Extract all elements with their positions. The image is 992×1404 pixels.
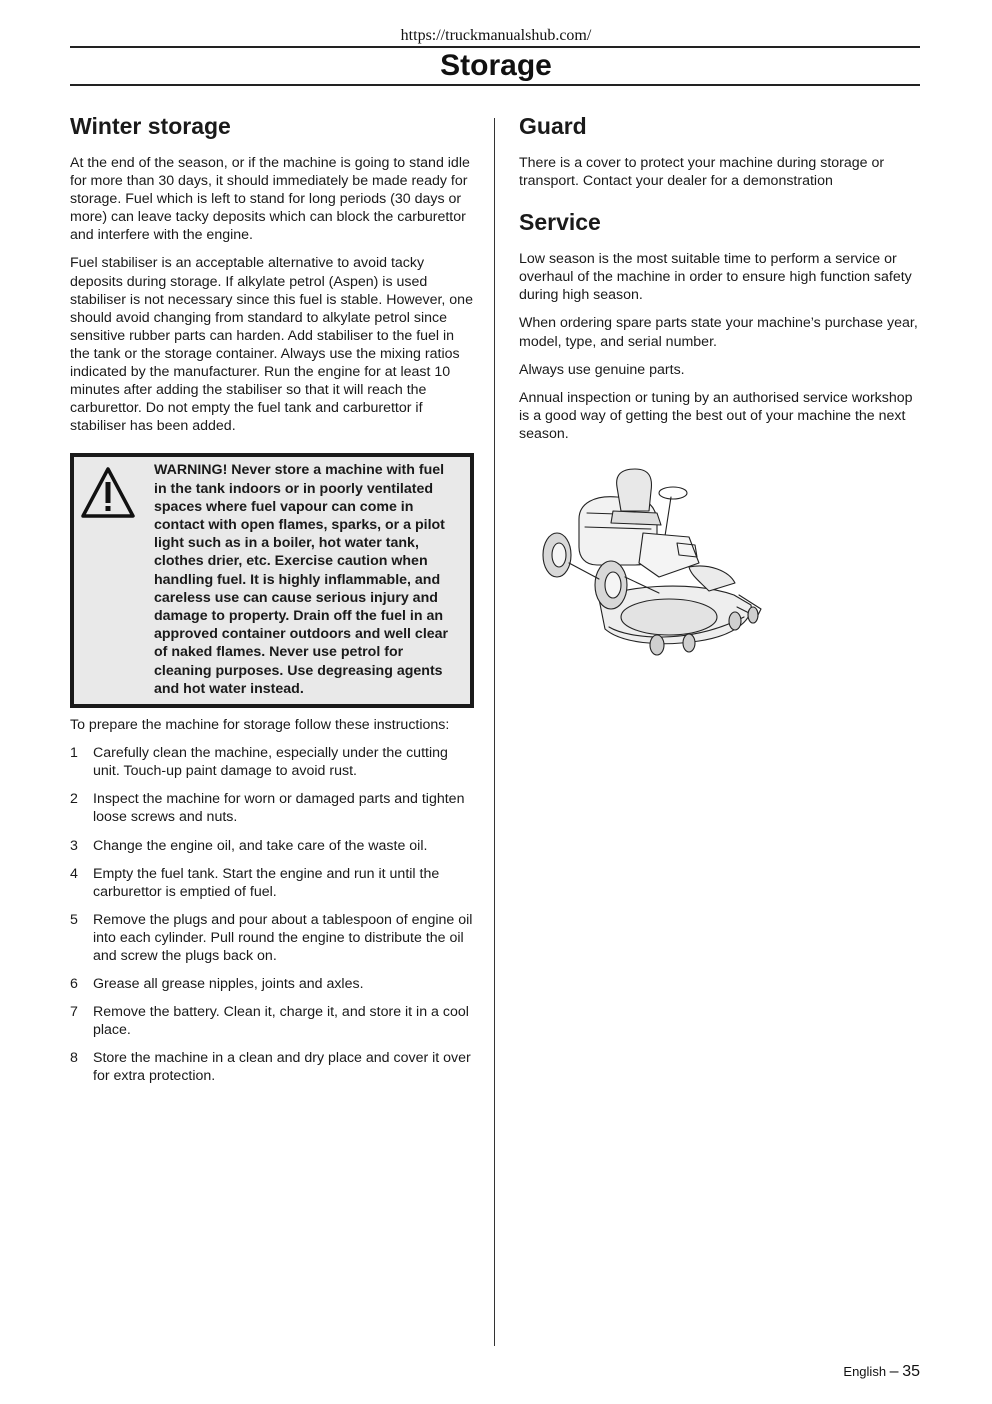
page-title: Storage [440,49,552,82]
storage-instructions-intro: To prepare the machine for storage follow these instructions: [70,717,450,734]
step-text: Empty the fuel tank. Start the engine and run it until the carburettor is emptied of fuel. [93,865,440,900]
page-number: 35 [902,1363,920,1380]
step-text: Remove the plugs and pour about a tablespoon of engine oil into each cylinder. Pull round the engine to distribute the oil and screw the plugs back on. [93,911,473,964]
footer-dash: – [889,1363,899,1380]
service-paragraph: Annual inspection or tuning by an authorised service workshop is a good way of getting the best out of your machine the next season. [519,389,913,442]
source-url: https://truckmanualshub.com/ [400,27,592,44]
footer-language: English [843,1364,887,1379]
step-number: 4 [70,865,78,882]
step-number: 2 [70,791,78,808]
list-item [70,790,474,826]
warning-text: WARNING! Never store a machine with fuel in the tank indoors or in poorly ventilated spaces where fuel vapour can come in contact with open flames, sparks, or a pilot light such as in a boiler, hot water tank, clothes drier, etc. Exercise caution when handling fuel. It is highly inflammable, and careless use can cause serious injury and damage to property. Drain off the fuel in an approved container outdoors and well clear of naked flames. Never use petrol for cleaning purposes. Use degreasing agents and hot water instead. [154,462,449,697]
riding-mower-illustration [539,467,764,662]
winter-storage-section [70,112,474,1096]
step-text: Carefully clean the machine, especially under the cutting unit. Touch-up paint damage to avoid rust. [93,745,448,780]
list-item [70,837,474,855]
step-text: Grease all grease nipples, joints and axles. [93,976,364,993]
list-item [70,865,474,901]
right-column [519,112,921,667]
winter-storage-heading: Winter storage [70,113,231,139]
step-number: 1 [70,745,78,762]
service-paragraph: Always use genuine parts. [519,361,685,378]
step-text: Change the engine oil, and take care of the waste oil. [93,837,428,854]
list-item [70,975,474,993]
storage-steps-list [70,744,474,1085]
warning-box [70,453,474,708]
service-paragraph: When ordering spare parts state your machine’s purchase year, model, type, and serial number. [519,315,918,350]
list-item [70,1003,474,1039]
step-text: Remove the battery. Clean it, charge it, and store it in a cool place. [93,1004,469,1039]
page-footer [843,1363,920,1381]
column-divider [494,118,495,1346]
step-text: Store the machine in a clean and dry place and cover it over for extra protection. [93,1050,471,1085]
guard-heading: Guard [519,113,587,139]
step-number: 5 [70,911,78,928]
step-number: 6 [70,976,78,993]
list-item [70,744,474,780]
winter-storage-paragraph: At the end of the season, or if the machine is going to stand idle for more than 30 days, it should immediately be made ready for storage. Fuel which is left to stand for long periods (30 days or more) can leave tacky deposits which can block the carburettor and interfere with the engine. [70,155,470,244]
service-heading: Service [519,209,601,236]
winter-storage-paragraph: Fuel stabiliser is an acceptable alternative to avoid tacky deposits during storage. If alkylate petrol (Aspen) is used stabiliser is not necessary since this fuel is stable. However, one should avoid changing from standard to alkylate petrol since sensitive rubber parts can harden. Add stabiliser to the fuel in the tank or the storage container. Always use the mixing ratios indicated by the manufacturer. Run the engine for at least 10 minutes after adding the stabiliser so that it will reach the carburettor. Do not empty the fuel tank and carburettor if stabiliser has been added. [70,255,473,435]
header-rule-bottom [70,84,920,86]
step-number: 3 [70,837,78,854]
step-number: 7 [70,1004,78,1021]
warning-triangle-icon [80,465,136,521]
list-item [70,1049,474,1085]
service-paragraph: Low season is the most suitable time to perform a service or overhaul of the machine in order to ensure high function safety during high season. [519,251,912,304]
list-item [70,911,474,965]
guard-text: There is a cover to protect your machine during storage or transport. Contact your dealer for a demonstration [519,155,885,190]
step-text: Inspect the machine for worn or damaged parts and tighten loose screws and nuts. [93,791,465,826]
step-number: 8 [70,1050,78,1067]
